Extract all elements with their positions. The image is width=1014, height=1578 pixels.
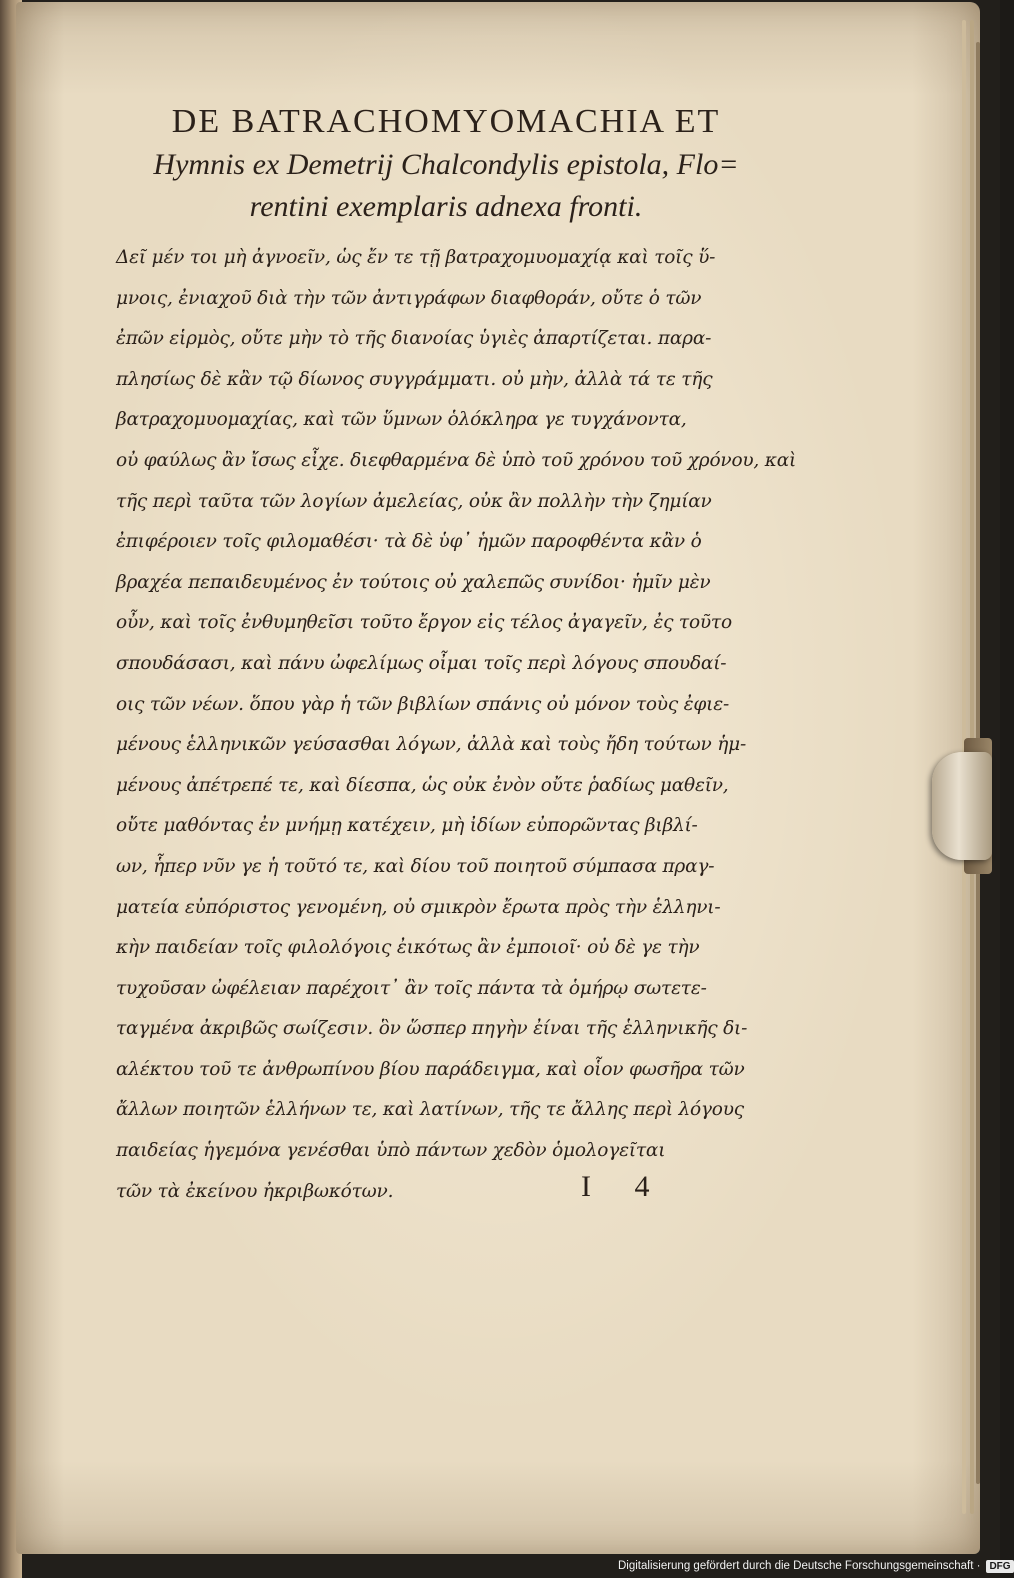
page-subtitle-line-2: rentini exemplaris adnexa fronti.: [249, 190, 643, 223]
signature-mark: I 4: [581, 1170, 668, 1203]
text-line: βατραχομυομαχίας, καὶ τῶν ὕμνων ὁλόκληρα γε τυγχάνοντα,: [116, 409, 687, 431]
text-line: μένους ἑλληνικῶν γεύσασθαι λόγων, ἀλλὰ καὶ τοὺς ἤδη τούτων ἡμ-: [116, 734, 747, 756]
text-line: ματεία εὐπόριστος γενομένη, οὐ σμικρὸν ἔρωτα πρὸς τὴν ἑλληνι-: [116, 896, 721, 918]
book-clasp: [932, 752, 992, 860]
text-line: μένους ἀπέτρεπέ τε, καὶ δίεσπα, ὡς οὐκ ἐνὸν οὔτε ῥαδίως μαθεῖν,: [116, 774, 729, 796]
text-block: [116, 100, 797, 1212]
dfg-logo: DFG: [986, 1560, 1013, 1573]
text-line: βραχέα πεπαιδευμένος ἐν τούτοις οὐ χαλεπῶς συνίδοι· ἡμῖν μὲν: [116, 571, 711, 593]
credit-text: Digitalisierung gefördert durch die Deutsche Forschungsgemeinschaft ·: [618, 1560, 981, 1572]
text-line: αλέκτου τοῦ τε ἀνθρωπίνου βίου παράδειγμα, καὶ οἷον φωσῆρα τῶν: [116, 1058, 745, 1080]
text-line: οὔτε μαθόντας ἐν μνήμῃ κατέχειν, μὴ ἰδίων εὐπορῶντας βιβλί-: [116, 815, 698, 837]
book-page: [16, 2, 980, 1554]
text-line: πλησίως δὲ κἂν τῷ δίωνος συγγράμματι. οὐ μὴν, ἀλλὰ τά τε τῆς: [116, 368, 713, 390]
text-line: τῶν τὰ ἐκείνου ἠκριβωκότων.: [116, 1180, 394, 1202]
text-line: ἐπῶν εἱρμὸς, οὔτε μὴν τὸ τῆς διανοίας ὑγιὲς ἀπαρτίζεται. παρα-: [116, 328, 712, 350]
text-line: ἄλλων ποιητῶν ἑλλήνων τε, καὶ λατίνων, τῆς τε ἄλλης περὶ λόγους: [116, 1099, 744, 1121]
text-line: Δεῖ μέν τοι μὴ ἀγνοεῖν, ὡς ἔν τε τῇ βατραχομυομαχίᾳ καὶ τοῖς ὕ-: [116, 247, 716, 268]
text-line: οις τῶν νέων. ὅπου γὰρ ἡ τῶν βιβλίων σπάνις οὐ μόνον τοὺς ἐφιε-: [116, 693, 729, 715]
text-line: παιδείας ἡγεμόνα γενέσθαι ὑπὸ πάντων χεδὸν ὁμολογεῖται: [116, 1140, 666, 1162]
digitization-credit: [618, 1555, 1014, 1577]
page-subtitle-line-1: Hymnis ex Demetrij Chalcondylis epistola, Flo=: [153, 148, 739, 181]
greek-body-text: [116, 238, 797, 1212]
text-line: ἐπιφέροιεν τοῖς φιλομαθέσι· τὰ δὲ ὑφ᾽ ἡμῶν παροφθέντα κἂν ὁ: [116, 531, 702, 553]
text-line: ων, ἧπερ νῦν γε ἡ τοῦτό τε, καὶ δίου τοῦ ποιητοῦ σύμπασα πραγ-: [116, 855, 715, 877]
text-line: τῆς περὶ ταῦτα τῶν λογίων ἀμελείας, οὐκ ἂν πολλὴν τὴν ζημίαν: [116, 490, 712, 512]
text-line: κὴν παιδείαν τοῖς φιλολόγοις ἐικότως ἂν ἐμποιοῖ· οὐ δὲ γε τὴν: [116, 937, 700, 959]
text-line: τυχοῦσαν ὠφέλειαν παρέχοιτ᾽ ἂν τοῖς πάντα τὰ ὁμήρῳ σωτετε-: [116, 977, 707, 999]
text-line: σπουδάσασι, καὶ πάνυ ὠφελίμως οἶμαι τοῖς περὶ λόγους σπουδαί-: [116, 652, 727, 674]
text-line: μνοις, ἐνιαχοῦ διὰ τὴν τῶν ἀντιγράφων διαφθοράν, οὔτε ὁ τῶν: [116, 287, 702, 309]
page-title: DE BATRACHOMYOMACHIA ET: [171, 103, 721, 140]
text-line: οὖν, καὶ τοῖς ἐνθυμηθεῖσι τοῦτο ἔργον εἰς τέλος ἀγαγεῖν, ἐς τοῦτο: [116, 612, 732, 634]
text-line: ταγμένα ἀκριβῶς σωίζεσιν. ὃν ὥσπερ πηγὴν ἐίναι τῆς ἑλληνικῆς δι-: [116, 1018, 748, 1040]
text-line: οὐ φαύλως ἂν ἴσως εἶχε. διεφθαρμένα δὲ ὑπὸ τοῦ χρόνου τοῦ χρόνου, καὶ: [116, 449, 797, 471]
